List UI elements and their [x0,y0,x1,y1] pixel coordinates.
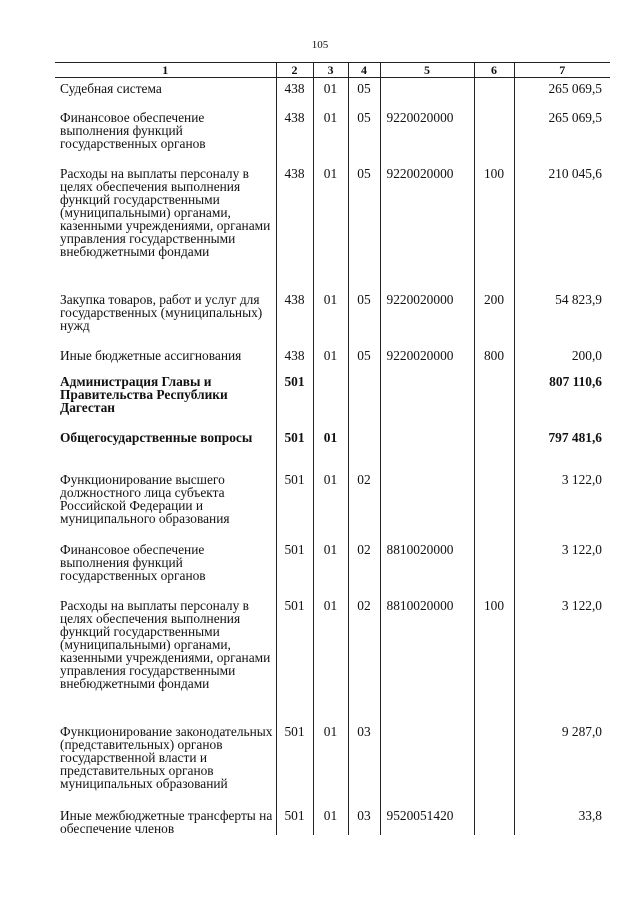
row-expense-type-code [474,466,514,536]
table-row [55,160,610,286]
row-expense-type-code [474,424,514,466]
row-section-code: 01 [313,592,348,718]
row-name: Судебная система [60,81,162,96]
row-target-article-code [380,718,474,802]
row-subsection-code: 05 [348,342,380,368]
row-expense-type-code [474,368,514,424]
budget-table [55,62,610,835]
table-row [55,342,610,368]
row-mnemonic-code: 501 [276,718,313,802]
row-subsection-code: 02 [348,592,380,718]
row-name: Финансовое обеспечение выполнения функций государственных органов [60,109,206,151]
row-section-code: 01 [313,160,348,286]
row-section-code: 01 [313,104,348,160]
row-expense-type-code [474,104,514,160]
row-mnemonic-code: 501 [276,536,313,592]
row-subsection-code: 05 [348,160,380,286]
row-amount: 265 069,5 [514,78,610,104]
row-name: Закупка товаров, работ и услуг для государственных (муниципальных) нужд [60,291,263,333]
row-section-code: 01 [313,802,348,835]
row-name: Администрация Главы и Правительства Республики Дагестан [60,373,228,415]
table-row [55,592,610,718]
table-body [55,78,610,835]
row-expense-type-code: 800 [474,342,514,368]
row-subsection-code: 03 [348,802,380,835]
row-target-article-code [380,78,474,104]
row-mnemonic-code: 438 [276,160,313,286]
row-mnemonic-code: 501 [276,466,313,536]
row-amount: 3 122,0 [514,592,610,718]
row-subsection-code: 05 [348,78,380,104]
table-header-row [55,63,610,78]
row-name: Расходы на выплаты персоналу в целях обеспечения выполнения функций государственными (муниципальными) органами, казенными учреждениями, органами управления государственными внебюджетными фондами [60,597,271,691]
row-amount: 54 823,9 [514,286,610,342]
row-amount: 33,8 [514,802,610,835]
row-target-article-code [380,466,474,536]
row-expense-type-code [474,718,514,802]
row-name: Иные межбюджетные трансферты на обеспечение членов [60,807,273,836]
row-name: Финансовое обеспечение выполнения функций государственных органов [60,541,206,583]
row-amount: 797 481,6 [514,424,610,466]
row-section-code: 01 [313,424,348,466]
table-row [55,424,610,466]
row-target-article-code: 9220020000 [380,286,474,342]
row-section-code: 01 [313,342,348,368]
row-subsection-code [348,424,380,466]
row-mnemonic-code: 501 [276,368,313,424]
row-section-code: 01 [313,536,348,592]
row-subsection-code: 05 [348,286,380,342]
table-row [55,104,610,160]
row-expense-type-code: 100 [474,160,514,286]
table-row [55,802,610,835]
row-target-article-code: 8810020000 [380,592,474,718]
row-amount: 3 122,0 [514,536,610,592]
row-target-article-code [380,368,474,424]
page-number: 105 [311,39,329,51]
header-col-6: 6 [474,63,514,78]
row-amount: 200,0 [514,342,610,368]
row-name: Иные бюджетные ассигнования [60,347,242,363]
row-amount: 265 069,5 [514,104,610,160]
header-col-5: 5 [380,63,474,78]
header-col-3: 3 [313,63,348,78]
row-mnemonic-code: 438 [276,286,313,342]
row-mnemonic-code: 501 [276,592,313,718]
row-subsection-code: 02 [348,466,380,536]
row-mnemonic-code: 438 [276,78,313,104]
row-amount: 807 110,6 [514,368,610,424]
row-amount: 9 287,0 [514,718,610,802]
table-row [55,286,610,342]
row-expense-type-code [474,78,514,104]
table-row [55,718,610,802]
row-target-article-code: 9220020000 [380,160,474,286]
header-col-1: 1 [55,63,276,78]
row-subsection-code: 05 [348,104,380,160]
row-section-code [313,368,348,424]
row-subsection-code: 03 [348,718,380,802]
row-name: Функционирование законодательных (представительных) органов государственной власти и представительных органов муниципальных образований [60,723,273,791]
row-mnemonic-code: 501 [276,802,313,835]
row-name: Общегосударственные вопросы [60,429,253,445]
row-name: Расходы на выплаты персоналу в целях обеспечения выполнения функций государственными (муниципальными) органами, казенными учреждениями, органами управления государственными внебюджетными фондами [60,165,271,259]
table-row [55,78,610,104]
header-col-2: 2 [276,63,313,78]
table-row [55,466,610,536]
row-target-article-code: 9220020000 [380,342,474,368]
row-subsection-code [348,368,380,424]
row-section-code: 01 [313,718,348,802]
row-expense-type-code [474,536,514,592]
table-row [55,536,610,592]
row-mnemonic-code: 438 [276,104,313,160]
row-target-article-code: 8810020000 [380,536,474,592]
table-row [55,368,610,424]
row-expense-type-code [474,802,514,835]
row-name: Функционирование высшего должностного лица субъекта Российской Федерации и муниципального образования [60,471,230,526]
row-amount: 3 122,0 [514,466,610,536]
row-mnemonic-code: 438 [276,342,313,368]
row-amount: 210 045,6 [514,160,610,286]
row-expense-type-code: 100 [474,592,514,718]
row-section-code: 01 [313,78,348,104]
row-section-code: 01 [313,466,348,536]
header-col-4: 4 [348,63,380,78]
row-target-article-code [380,424,474,466]
row-expense-type-code: 200 [474,286,514,342]
row-target-article-code: 9220020000 [380,104,474,160]
row-subsection-code: 02 [348,536,380,592]
row-target-article-code: 9520051420 [380,802,474,835]
row-section-code: 01 [313,286,348,342]
row-mnemonic-code: 501 [276,424,313,466]
header-col-7: 7 [514,63,610,78]
